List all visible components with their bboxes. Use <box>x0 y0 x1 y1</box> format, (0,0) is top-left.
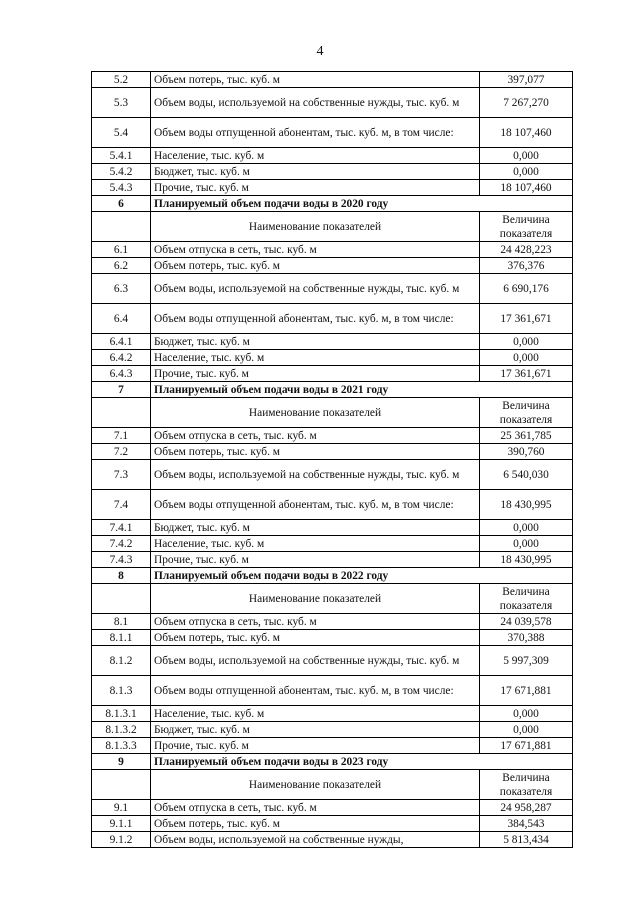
table-row <box>92 274 573 304</box>
table-row <box>92 180 573 196</box>
row-name: Бюджет, тыс. куб. м <box>151 334 480 350</box>
row-number: 6.4.1 <box>92 334 151 350</box>
row-number: 7.1 <box>92 428 151 444</box>
table-row <box>92 88 573 118</box>
row-name: Объем воды, используемой на собственные нужды, тыс. куб. м <box>151 88 480 118</box>
table-row <box>92 118 573 148</box>
table-row <box>92 366 573 382</box>
row-value: 6 540,030 <box>480 460 573 490</box>
table-row <box>92 520 573 536</box>
table-row <box>92 350 573 366</box>
row-number: 7.3 <box>92 460 151 490</box>
table-row <box>92 646 573 676</box>
section-row <box>92 382 573 398</box>
column-header-value: Величина показателя <box>480 584 573 614</box>
row-number: 8.1.3 <box>92 676 151 706</box>
row-number: 7.4.1 <box>92 520 151 536</box>
section-number: 9 <box>92 754 151 770</box>
row-name: Объем отпуска в сеть, тыс. куб. м <box>151 614 480 630</box>
column-header-value: Величина показателя <box>480 398 573 428</box>
row-value: 0,000 <box>480 536 573 552</box>
row-value: 18 430,995 <box>480 490 573 520</box>
row-name: Прочие, тыс. куб. м <box>151 180 480 196</box>
row-number: 7.4 <box>92 490 151 520</box>
row-value: 6 690,176 <box>480 274 573 304</box>
row-number: 6.4 <box>92 304 151 334</box>
table-row <box>92 258 573 274</box>
row-name: Объем потерь, тыс. куб. м <box>151 72 480 88</box>
table-row <box>92 490 573 520</box>
row-name: Население, тыс. куб. м <box>151 536 480 552</box>
header-empty-cell <box>92 584 151 614</box>
table-row <box>92 444 573 460</box>
table-row <box>92 630 573 646</box>
row-value: 17 671,881 <box>480 738 573 754</box>
page-number: 4 <box>316 44 324 59</box>
table-row <box>92 738 573 754</box>
row-number: 5.4.2 <box>92 164 151 180</box>
table-row <box>92 800 573 816</box>
row-name: Объем воды, используемой на собственные нужды, тыс. куб. м <box>151 460 480 490</box>
row-number: 7.4.3 <box>92 552 151 568</box>
row-name: Объем отпуска в сеть, тыс. куб. м <box>151 800 480 816</box>
row-name: Бюджет, тыс. куб. м <box>151 722 480 738</box>
row-name: Объем воды отпущенной абонентам, тыс. куб. м, в том числе: <box>151 676 480 706</box>
row-value: 18 107,460 <box>480 118 573 148</box>
row-number: 7.2 <box>92 444 151 460</box>
row-name: Объем потерь, тыс. куб. м <box>151 816 480 832</box>
row-number: 5.2 <box>92 72 151 88</box>
row-value: 24 039,578 <box>480 614 573 630</box>
row-value: 0,000 <box>480 706 573 722</box>
table-row <box>92 536 573 552</box>
row-number: 8.1 <box>92 614 151 630</box>
table-row <box>92 552 573 568</box>
row-value: 370,388 <box>480 630 573 646</box>
row-value: 0,000 <box>480 520 573 536</box>
row-value: 5 997,309 <box>480 646 573 676</box>
row-name: Объем отпуска в сеть, тыс. куб. м <box>151 242 480 258</box>
table-row <box>92 334 573 350</box>
row-name: Объем потерь, тыс. куб. м <box>151 630 480 646</box>
row-value: 0,000 <box>480 350 573 366</box>
row-value: 17 361,671 <box>480 304 573 334</box>
row-number: 5.4.3 <box>92 180 151 196</box>
row-number: 8.1.1 <box>92 630 151 646</box>
row-value: 0,000 <box>480 164 573 180</box>
header-row <box>92 770 573 800</box>
row-name: Бюджет, тыс. куб. м <box>151 164 480 180</box>
table-row <box>92 304 573 334</box>
row-number: 8.1.3.2 <box>92 722 151 738</box>
row-value: 25 361,785 <box>480 428 573 444</box>
row-number: 6.3 <box>92 274 151 304</box>
row-value: 7 267,270 <box>480 88 573 118</box>
header-empty-cell <box>92 212 151 242</box>
row-value: 24 958,287 <box>480 800 573 816</box>
header-row <box>92 584 573 614</box>
row-name: Прочие, тыс. куб. м <box>151 738 480 754</box>
section-row <box>92 196 573 212</box>
section-title: Планируемый объем подачи воды в 2022 году <box>151 568 573 584</box>
section-number: 6 <box>92 196 151 212</box>
table-row <box>92 242 573 258</box>
section-number: 8 <box>92 568 151 584</box>
row-name: Объем воды отпущенной абонентам, тыс. куб. м, в том числе: <box>151 118 480 148</box>
row-name: Объем воды отпущенной абонентам, тыс. куб. м, в том числе: <box>151 304 480 334</box>
header-row <box>92 212 573 242</box>
row-name: Объем потерь, тыс. куб. м <box>151 258 480 274</box>
section-title: Планируемый объем подачи воды в 2023 году <box>151 754 573 770</box>
table-row <box>92 164 573 180</box>
section-row <box>92 568 573 584</box>
section-row <box>92 754 573 770</box>
table-row <box>92 816 573 832</box>
row-name: Население, тыс. куб. м <box>151 148 480 164</box>
row-value: 0,000 <box>480 334 573 350</box>
row-value: 384,543 <box>480 816 573 832</box>
section-title: Планируемый объем подачи воды в 2021 году <box>151 382 573 398</box>
column-header-name: Наименование показателей <box>151 584 480 614</box>
table-row <box>92 460 573 490</box>
row-number: 9.1.1 <box>92 816 151 832</box>
row-value: 0,000 <box>480 148 573 164</box>
row-number: 6.4.2 <box>92 350 151 366</box>
row-name: Прочие, тыс. куб. м <box>151 366 480 382</box>
row-number: 5.3 <box>92 88 151 118</box>
row-number: 8.1.2 <box>92 646 151 676</box>
table-row <box>92 832 573 848</box>
column-header-value: Величина показателя <box>480 212 573 242</box>
row-name: Объем воды, используемой на собственные нужды, тыс. куб. м <box>151 274 480 304</box>
row-name: Объем отпуска в сеть, тыс. куб. м <box>151 428 480 444</box>
row-name: Бюджет, тыс. куб. м <box>151 520 480 536</box>
section-title: Планируемый объем подачи воды в 2020 году <box>151 196 573 212</box>
row-name: Население, тыс. куб. м <box>151 706 480 722</box>
column-header-value: Величина показателя <box>480 770 573 800</box>
column-header-name: Наименование показателей <box>151 212 480 242</box>
section-number: 7 <box>92 382 151 398</box>
row-number: 9.1.2 <box>92 832 151 848</box>
row-value: 5 813,434 <box>480 832 573 848</box>
row-value: 0,000 <box>480 722 573 738</box>
table-row <box>92 148 573 164</box>
row-number: 6.1 <box>92 242 151 258</box>
row-name: Прочие, тыс. куб. м <box>151 552 480 568</box>
table-row <box>92 676 573 706</box>
row-value: 390,760 <box>480 444 573 460</box>
row-value: 24 428,223 <box>480 242 573 258</box>
table-row <box>92 722 573 738</box>
row-number: 8.1.3.1 <box>92 706 151 722</box>
table-row <box>92 706 573 722</box>
row-name: Население, тыс. куб. м <box>151 350 480 366</box>
header-row <box>92 398 573 428</box>
header-empty-cell <box>92 770 151 800</box>
row-value: 18 430,995 <box>480 552 573 568</box>
row-name: Объем воды, используемой на собственные нужды, тыс. куб. м <box>151 646 480 676</box>
row-number: 5.4.1 <box>92 148 151 164</box>
row-number: 6.2 <box>92 258 151 274</box>
header-empty-cell <box>92 398 151 428</box>
column-header-name: Наименование показателей <box>151 770 480 800</box>
row-name: Объем воды, используемой на собственные нужды, <box>151 832 480 848</box>
row-number: 5.4 <box>92 118 151 148</box>
row-name: Объем потерь, тыс. куб. м <box>151 444 480 460</box>
table-row <box>92 428 573 444</box>
row-value: 17 361,671 <box>480 366 573 382</box>
row-value: 397,077 <box>480 72 573 88</box>
table-row <box>92 614 573 630</box>
row-number: 7.4.2 <box>92 536 151 552</box>
row-number: 8.1.3.3 <box>92 738 151 754</box>
row-value: 17 671,881 <box>480 676 573 706</box>
water-supply-table <box>91 71 573 848</box>
row-value: 376,376 <box>480 258 573 274</box>
table-row <box>92 72 573 88</box>
row-value: 18 107,460 <box>480 180 573 196</box>
row-name: Объем воды отпущенной абонентам, тыс. куб. м, в том числе: <box>151 490 480 520</box>
row-number: 9.1 <box>92 800 151 816</box>
row-number: 6.4.3 <box>92 366 151 382</box>
column-header-name: Наименование показателей <box>151 398 480 428</box>
